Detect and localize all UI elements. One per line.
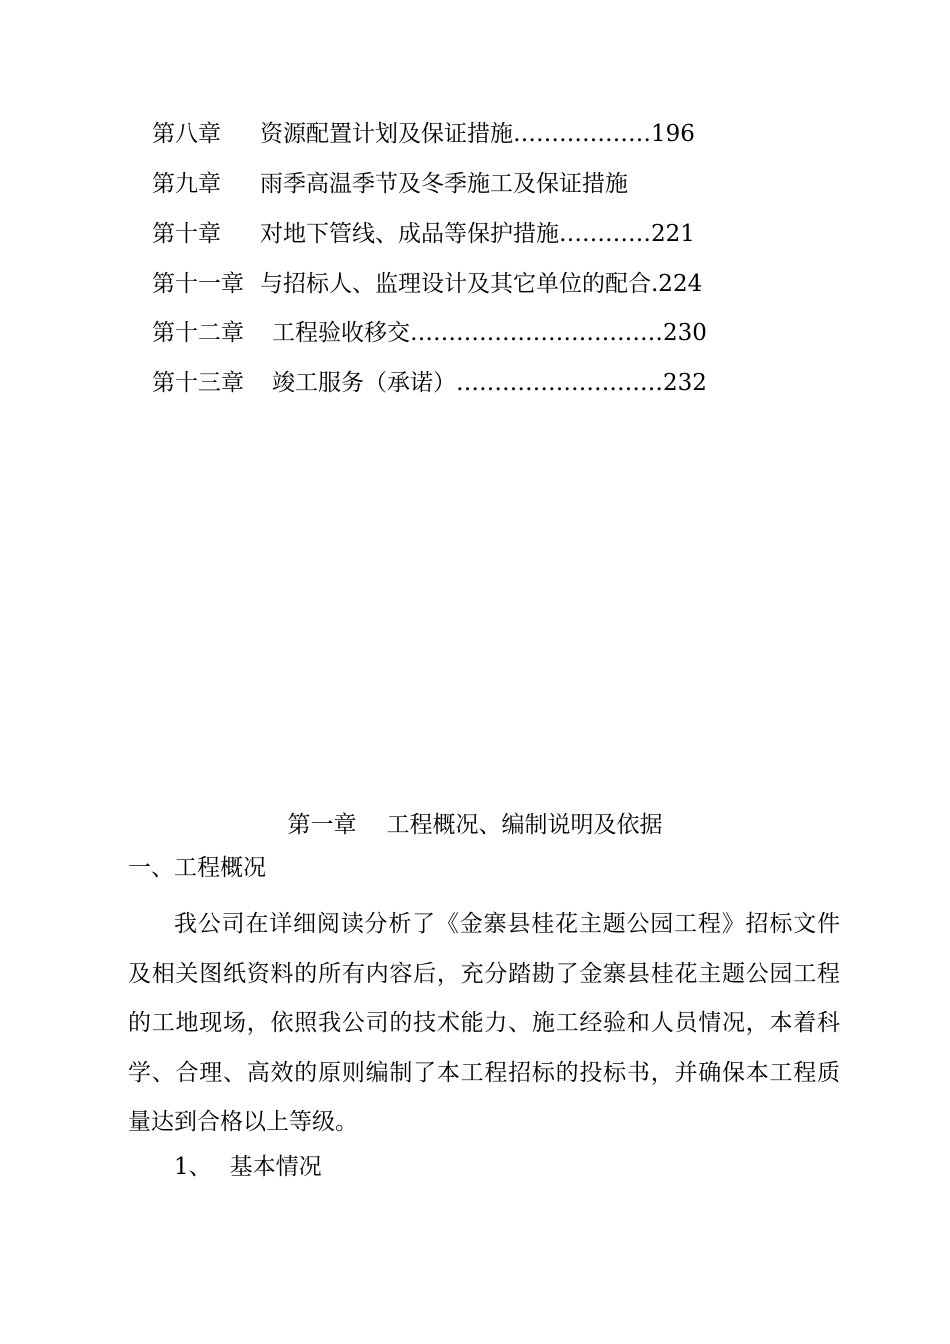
toc-line	[152, 368, 707, 398]
chapter-heading	[0, 809, 950, 841]
toc-line	[152, 318, 707, 348]
toc-chapter-number: 第八章	[152, 121, 221, 147]
sub-heading	[174, 1151, 322, 1183]
toc-chapter-title: 资源配置计划及保证措施………………196	[260, 121, 695, 147]
chapter-number: 第一章	[287, 812, 357, 838]
toc-chapter-title: 雨季高温季节及冬季施工及保证措施	[260, 171, 628, 197]
chapter-title: 工程概况、编制说明及依据	[386, 812, 663, 838]
toc-chapter-title: 对地下管线、成品等保护措施…………221	[260, 221, 695, 247]
body-paragraph: 我公司在详细阅读分析了《金寨县桂花主题公园工程》招标文件及相关图纸资料的所有内容后，充分踏勘了金寨县桂花主题公园工程的工地现场，依照我公司的技术能力、施工经验和人员情况，本着科学、合理、高效的原则编制了本工程招标的投标书，并确保本工程质量达到合格以上等级。	[128, 911, 840, 1135]
toc-line	[152, 269, 703, 299]
toc-chapter-title: 与招标人、监理设计及其它单位的配合.224	[260, 271, 703, 297]
toc-line	[152, 119, 695, 149]
toc-chapter-number: 第十章	[152, 221, 221, 247]
toc-line	[152, 219, 695, 249]
section-heading: 一、工程概况	[128, 855, 266, 881]
toc-line	[152, 169, 628, 199]
toc-chapter-number: 第十二章	[152, 320, 244, 346]
toc-chapter-title: 竣工服务（承诺）………………………232	[272, 370, 707, 396]
toc-chapter-number: 第九章	[152, 171, 221, 197]
toc-chapter-number: 第十三章	[152, 370, 244, 396]
sub-heading-number: 1、	[174, 1154, 212, 1180]
toc-chapter-title: 工程验收移交……………………………230	[272, 320, 707, 346]
toc-chapter-number: 第十一章	[152, 271, 244, 297]
sub-heading-title: 基本情况	[229, 1154, 322, 1180]
